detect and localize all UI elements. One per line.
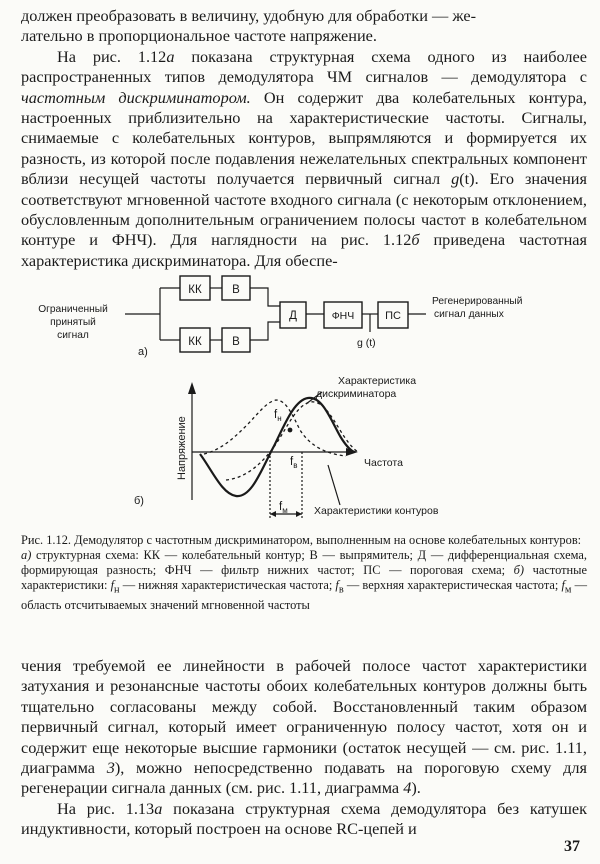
panel-label-a: а) [138,346,148,358]
fn-label: $f_н$ [274,409,282,423]
panel-label-b: б) [134,495,144,507]
paragraph-4: На рис. 1.13а показана структурная схема демодулятора без катушек индуктивности, который построен на основе RC-цепей и [21,798,587,839]
paragraph-1: должен преобразовать в величину, удобную для обработки — же- лательно в пропорциональное частоте напряжение. [21,6,477,46]
kk-label-lower: КК [188,336,202,348]
input-label-line2: принятый [50,317,96,328]
body-text-top [21,6,587,271]
caption-title: Рис. 1.12. Демодулятор с частотным дискриминатором, выполненным на основе колебательных контуров: [21,533,582,547]
b-label-lower: В [232,336,240,348]
kk-label-upper: КК [188,284,202,296]
g-t-label: g (t) [357,337,376,349]
ps-label: ПС [385,310,401,322]
paragraph-2: На рис. 1.12а показана структурная схема одного из наиболее распространенных типов демодулятора ЧМ сигналов — демодулятора с частотным дискриминатором. Он содержит два колебательных контура, настроенных приблизительно на характеристические частоты. Сигналы, снимаемые с колебательных контуров, выпрямляются и формируется их разность, из которой после подавления нежелательных спектральных компонент вблизи несущей частоты получается первичный сигнал g(t). Его значения соответствуют мгновенной частоте входного сигнала (с некоторым отклонением, обусловленным дополнительным ограничением полосы частот в колебательном контуре и ФНЧ). Для наглядности на рис. 1.12б приведена частотная характеристика дискриминатора. Для обеспе- [21,46,588,270]
y-axis-arrow [188,382,196,394]
figure-caption [21,533,587,613]
fv-label: $f_в$ [290,456,298,470]
input-label-line3: сигнал [57,330,89,341]
wire-to-d-upper [250,288,280,306]
b-label-upper: В [232,284,240,296]
fm-label: $f_м$ [279,501,288,515]
circuit-leader [328,465,340,505]
page-number: 37 [564,838,580,855]
y-axis-label: Напряжение [176,416,188,480]
lpf-label: ФНЧ [331,310,355,322]
input-label-line1: Ограниченный [38,304,108,315]
block-diagram [0,262,600,362]
body-text-bottom [21,656,587,840]
output-label-line2: сигнал данных [434,309,504,320]
d-label: Д [289,310,297,322]
circuit-characteristic-upper [226,402,358,480]
circuit-label: Характеристики контуров [314,505,439,517]
operating-point [288,428,293,433]
frequency-characteristic [0,370,600,530]
caption-body: а) структурная схема: КК — колебательный контур; В — выпрямитель; Д — дифференциальная схема, формирующая разность; ФНЧ — фильтр нижних частот; ПС — пороговая схема; б) частотные характеристики: $f_н$ — нижняя характеристическая частота; $f_в$ — верхняя характеристическая частота; $f_м$ — область отсчитываемых значений мгновенной частоты [21,547,587,613]
disc-label-line2: дискриминатора [316,388,397,400]
output-label-line1: Регенерированный [432,296,523,307]
x-axis-label: Частота [364,457,403,469]
wire-to-d-lower [250,322,280,340]
paragraph-3: чения требуемой ее линейности в рабочей полосе частот характеристики затухания и резонансные частоты обоих колебательных контуров должны быть тщательно согласованы между собой. Восстановленный таким образом первичный сигнал, который имеет ограниченную полосу частот, хотя он и содержит еще некоторые высшие гармоники (остаток несущей — см. рис. 1.11, диаграмма 3), можно непосредственно подавать на пороговую схему для регенерации сигнала данных (см. рис. 1.11, диаграмма 4). [21,656,587,798]
disc-label-line1: Характеристика [338,375,417,387]
